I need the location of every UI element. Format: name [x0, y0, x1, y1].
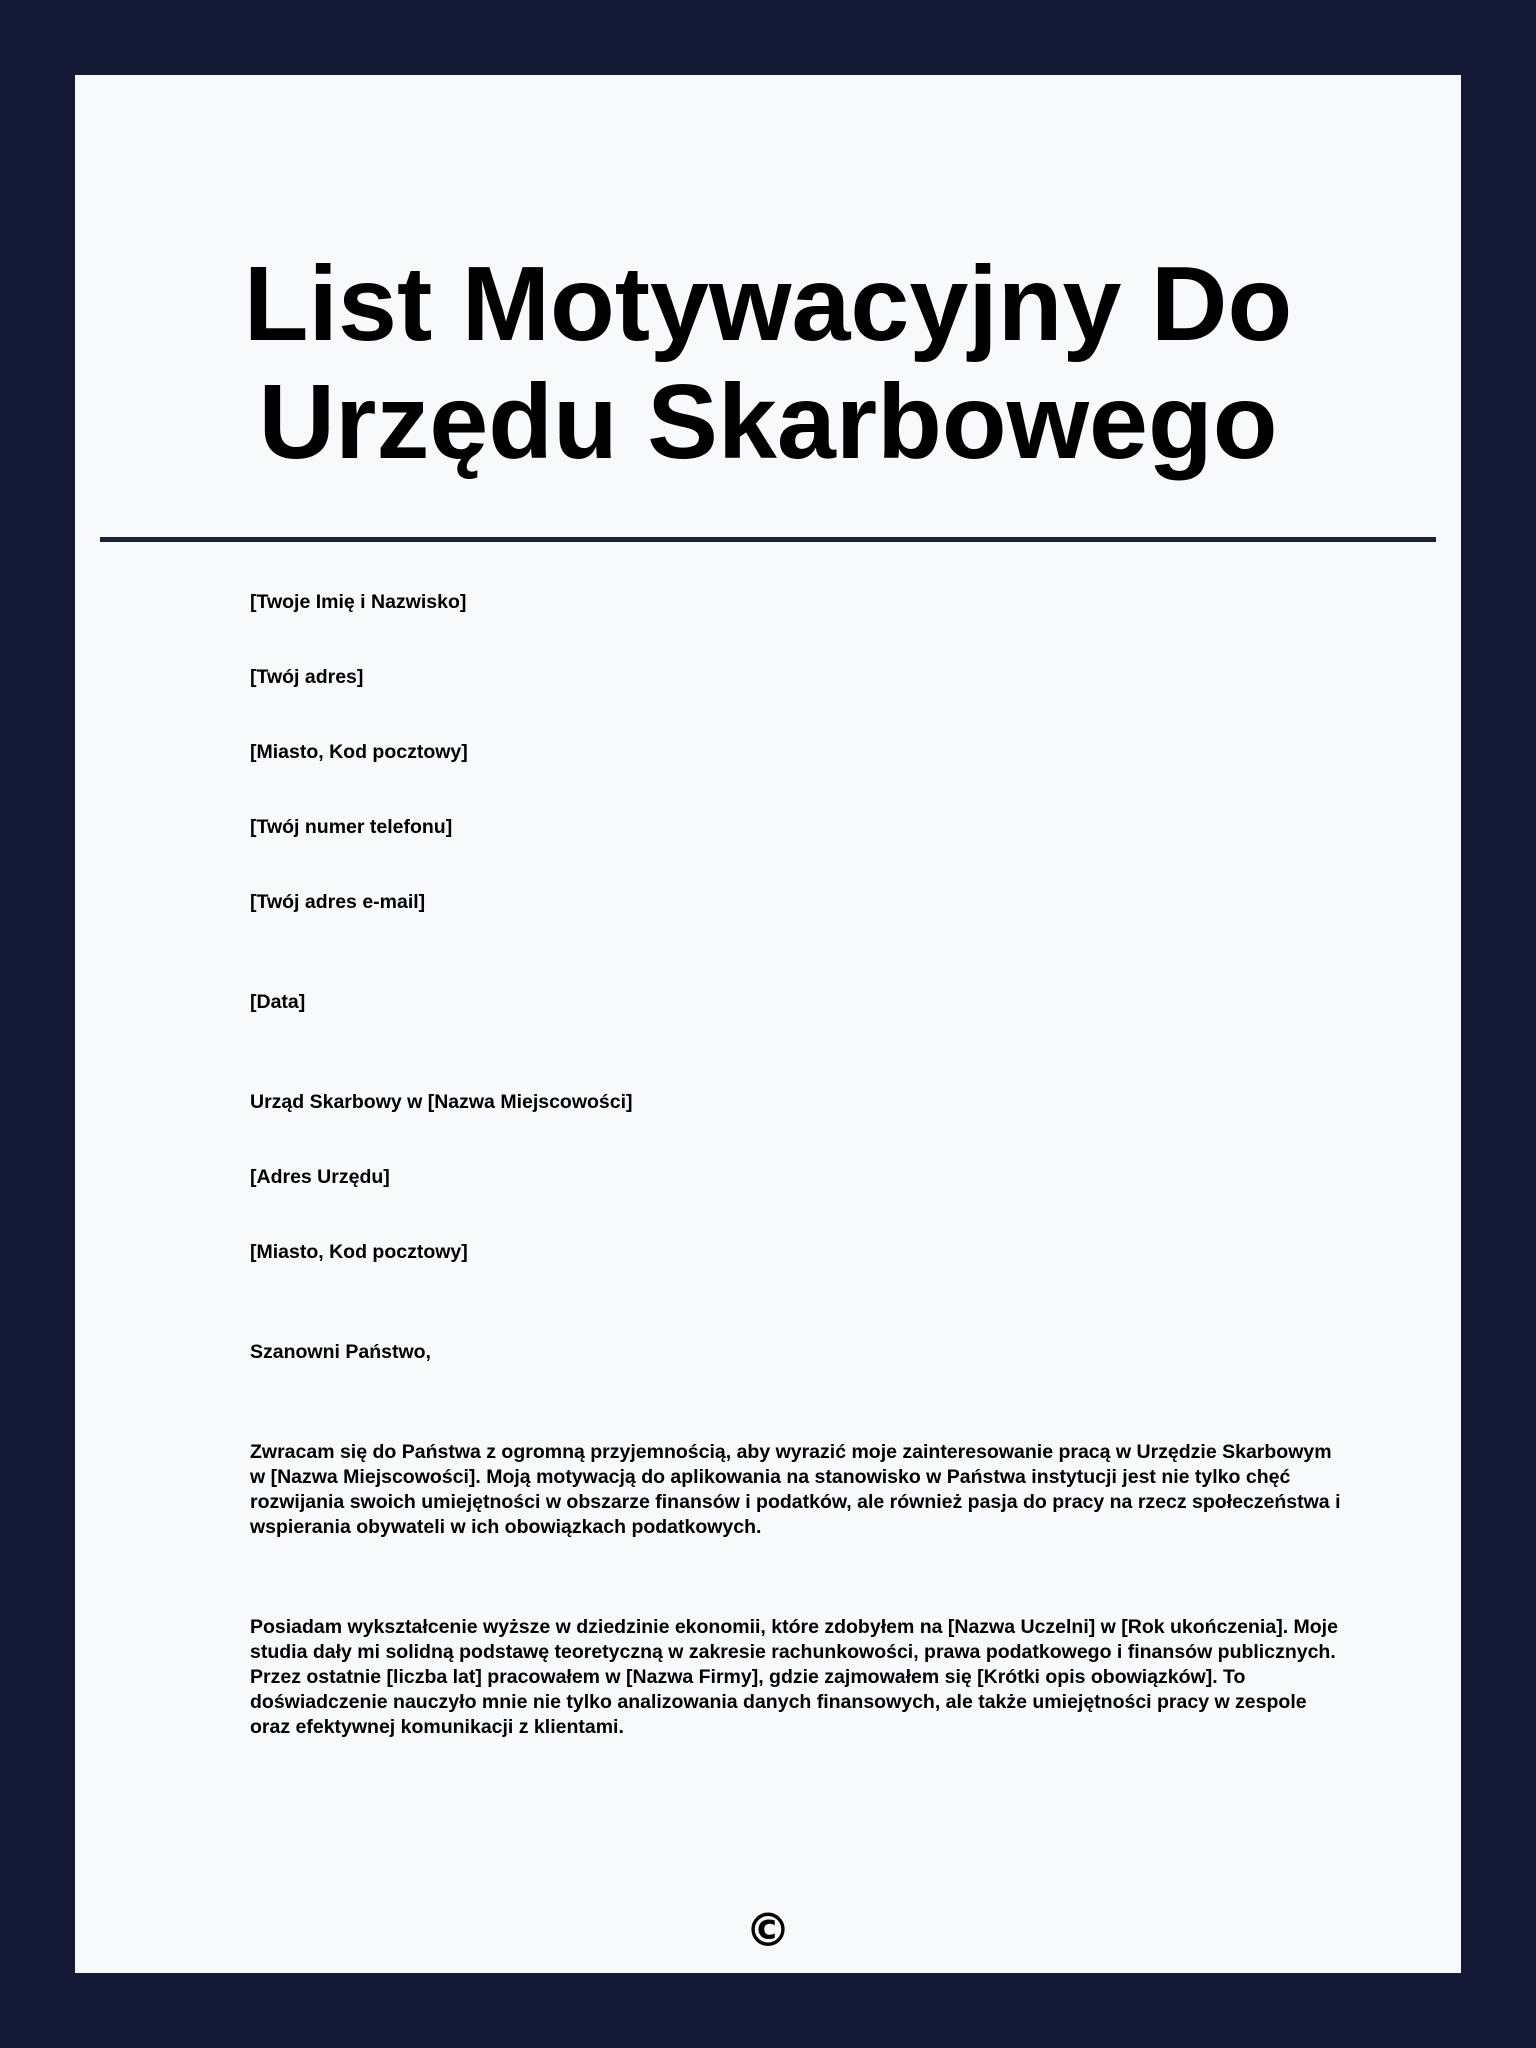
letter-date: [Data] [250, 991, 306, 1013]
copyright-icon: © [745, 1903, 791, 1957]
sender-city-postal: [Miasto, Kod pocztowy] [250, 741, 468, 763]
sender-name: [Twoje Imię i Nazwisko] [250, 591, 467, 613]
recipient-address: [Adres Urzędu] [250, 1166, 390, 1188]
sender-email: [Twój adres e-mail] [250, 891, 426, 913]
document-page [75, 75, 1461, 1973]
salutation: Szanowni Państwo, [250, 1341, 431, 1363]
title-divider [100, 537, 1436, 542]
recipient-city-postal: [Miasto, Kod pocztowy] [250, 1241, 468, 1263]
sender-address: [Twój adres] [250, 666, 364, 688]
recipient-office: Urząd Skarbowy w [Nazwa Miejscowości] [250, 1091, 633, 1113]
sender-phone: [Twój numer telefonu] [250, 816, 453, 838]
document-title: List Motywacyjny Do Urzędu Skarbowego [243, 245, 1293, 481]
paragraph-education: Posiadam wykształcenie wyższe w dziedzinie ekonomii, które zdobyłem na [Nazwa Uczelni] w [Rok ukończenia]. Moje studia dały mi solidną podstawę teoretyczną w zakresie rachunkowości, prawa podatkowego i finansów publicznych. Przez ostatnie [liczba lat] pracowałem w [Nazwa Firmy], gdzie zajmowałem się [Krótki opis obowiązków]. To doświadczenie nauczyło mnie nie tylko analizowania danych finansowych, ale także umiejętności pracy w zespole oraz efektywnej komunikacji z klientami. [250, 1616, 1338, 1738]
paragraph-motivation: Zwracam się do Państwa z ogromną przyjemnością, aby wyrazić moje zainteresowanie pracą w Urzędzie Skarbowym w [Nazwa Miejscowości]. Moją motywacją do aplikowania na stanowisko w Państwa instytucji jest nie tylko chęć rozwijania swoich umiejętności w obszarze finansów i podatków, ale również pasja do pracy na rzecz społeczeństwa i wspierania obywateli w ich obowiązkach podatkowych. [250, 1441, 1341, 1538]
